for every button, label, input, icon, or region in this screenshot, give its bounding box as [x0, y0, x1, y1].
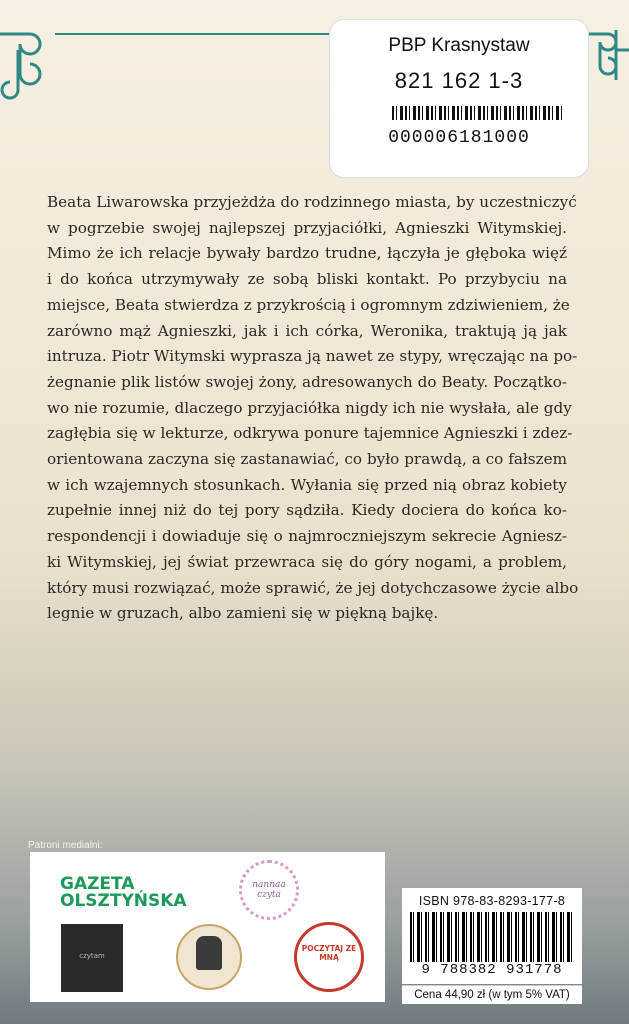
nannaa-logo-text: nannaa czyta: [252, 880, 286, 900]
blurb-line: miejsce, Beata stwierdza z przykrością i ogromnym zdziwieniem, że: [47, 295, 570, 314]
gazeta-logo-line2: OLSZTYŃSKA: [60, 891, 187, 911]
corner-ornament-right-icon: [588, 20, 629, 110]
blurb-line: Beata Liwarowska przyjeżdża do rodzinnego miasta, by uczestniczyć: [47, 193, 577, 211]
ornament-rule-top: [55, 33, 330, 35]
blurb-line: orientowana zaczyna się zastanawiać, co było prawdą, a co fałszem: [47, 450, 567, 469]
isbn-number: ISBN 978-83-8293-177-8: [418, 894, 566, 908]
isbn-barcode-digits: 9 788382 931778: [402, 962, 582, 978]
blurb-line: zagłębia się w lekturze, odkrywa ponure tajemnice Agnieszki i zdez-: [47, 424, 573, 443]
price-label: Cena 44,90 zł (w tym 5% VAT): [402, 985, 582, 1004]
reader-emblem-logo: [176, 924, 242, 990]
blurb-line: w ich wzajemnych stosunkach. Wyłania się przed nią obraz kobiety: [47, 475, 567, 494]
corner-ornament-left-icon: [0, 20, 60, 110]
poczytaj-logo-text: POCZYTAJ ZE MNĄ: [301, 944, 357, 962]
blurb-line: i do końca utrzymywały ze sobą bliski kontakt. Po przybyciu na: [47, 270, 567, 289]
blurb-line: żegnanie plik listów swojej żony, adresowanych do Beaty. Początko-: [47, 372, 567, 391]
isbn-barcode: [410, 912, 574, 964]
blurb-line: respondencji i dowiaduje się o najmroczniejszym sekrecie Agniesz-: [47, 527, 567, 546]
library-barcode: [392, 106, 562, 120]
blurb-line: zarówno mąż Agnieszki, jak i ich córka, Weronika, traktują ją jak: [47, 321, 567, 340]
library-barcode-number: 000006181000: [388, 128, 530, 148]
shelfmark: 821 162 1-3: [394, 68, 524, 93]
blurb-line: intruza. Piotr Witymski wyprasza ją nawet ze stypy, wręczając na po-: [47, 347, 578, 366]
blurb-line: legnie w gruzach, albo zamieni się w piękną bajkę.: [47, 604, 439, 623]
blurb-line: który musi rozwiązać, może sprawić, że jej dotychczasowe życie albo: [47, 578, 579, 597]
nannaa-czyta-logo: [239, 860, 299, 920]
gazeta-olsztynska-logo: [60, 876, 187, 910]
reader-figure-icon: [196, 936, 222, 970]
patrons-panel: [30, 852, 385, 1002]
czytam-logo: [61, 924, 123, 992]
isbn-block: [402, 888, 582, 984]
blurb-line: Mimo że ich relacje bywały bardzo trudne, łączyła je głęboka więź: [47, 244, 567, 263]
poczytaj-ze-mna-logo: [294, 922, 364, 992]
czytam-logo-text: czytam: [79, 952, 105, 960]
library-name: PBP Krasnystaw: [388, 35, 530, 56]
gazeta-logo-line1: GAZETA: [60, 874, 135, 894]
library-sticker: [330, 20, 588, 177]
blurb-line: wo nie rozumie, dlaczego przyjaciółka nigdy ich nie wysłała, ale gdy: [47, 398, 572, 417]
blurb-line: zupełnie innej niż do tej pory sądziła. Kiedy dociera do końca ko-: [47, 501, 567, 520]
blurb-line: ki Witymskiej, jej świat przewraca się do góry nogami, a problem,: [47, 552, 567, 571]
book-blurb: [47, 190, 579, 627]
blurb-line: w pogrzebie swojej najlepszej przyjaciółki, Agnieszki Witymskiej.: [47, 218, 567, 237]
patrons-label: Patroni medialni:: [28, 840, 103, 851]
